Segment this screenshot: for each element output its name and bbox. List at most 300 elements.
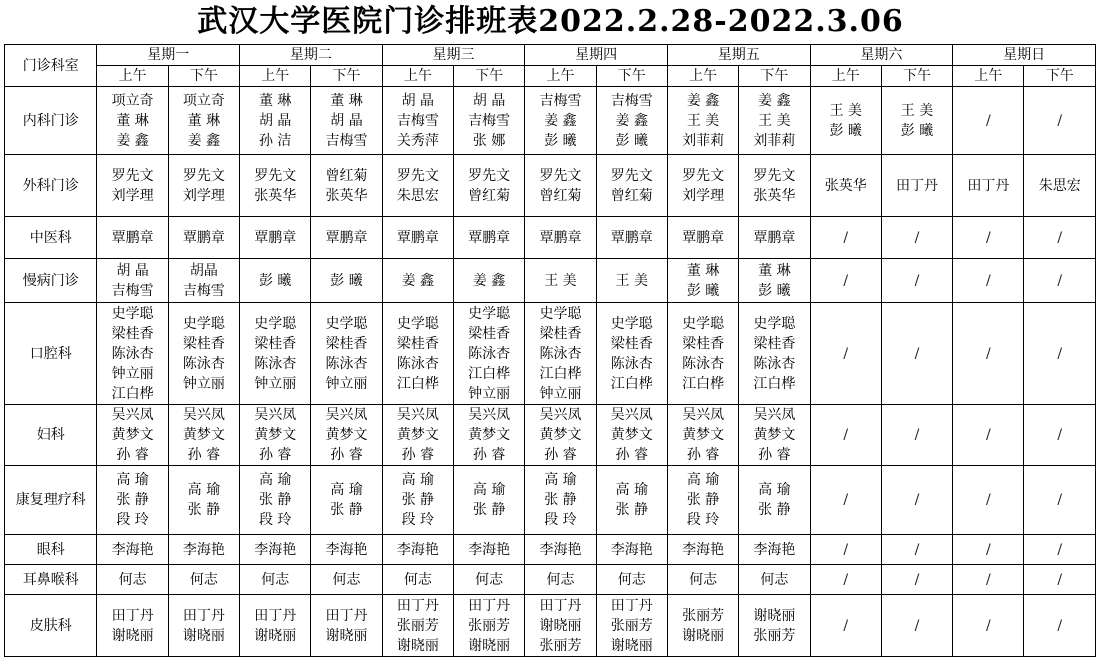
schedule-cell (810, 217, 881, 259)
doctor-name: 彭 曦 (615, 132, 648, 149)
schedule-cell (667, 217, 738, 259)
doctor-name: 谢晓丽 (254, 627, 297, 644)
empty-slot-mark: / (985, 229, 991, 246)
doctor-name: 黄梦文 (468, 427, 511, 443)
doctor-name: 张英华 (254, 187, 297, 204)
schedule-cell (453, 466, 524, 535)
schedule-cell (382, 565, 453, 595)
schedule-cell (240, 303, 311, 405)
schedule-cell (240, 565, 311, 595)
schedule-cell (311, 565, 382, 595)
empty-slot-mark: / (914, 345, 920, 362)
doctor-name: 张英华 (753, 187, 796, 204)
morning-header: 上午 (667, 66, 738, 87)
doctor-name: 黄梦文 (682, 427, 725, 443)
doctor-name: 李海艳 (325, 541, 368, 558)
day-header: 星期日 (953, 45, 1096, 66)
department-name: 妇科 (5, 405, 97, 466)
doctor-name: 何志 (689, 571, 718, 588)
schedule-cell (810, 259, 881, 303)
schedule-cell (810, 535, 881, 565)
doctor-name: 孙 睿 (544, 447, 577, 463)
empty-slot-mark: / (914, 272, 920, 289)
doctor-name: 董 琳 (187, 112, 221, 129)
schedule-cell (525, 87, 596, 155)
schedule-cell (97, 565, 168, 595)
doctor-name: 谢晓丽 (682, 627, 725, 644)
doctor-name: 黄梦文 (610, 427, 653, 443)
afternoon-header: 下午 (311, 66, 382, 87)
doctor-name: 张丽芳 (753, 627, 796, 644)
doctor-name: 朱思宏 (1038, 177, 1081, 194)
schedule-cell (168, 535, 239, 565)
doctor-name: 黄梦文 (111, 427, 154, 443)
schedule-cell (1024, 217, 1096, 259)
schedule-cell (525, 217, 596, 259)
doctor-name: 孙 睿 (401, 447, 435, 463)
doctor-name: 曾红菊 (325, 167, 368, 184)
doctor-name: 何志 (475, 571, 504, 588)
department-name: 眼科 (5, 535, 97, 565)
schedule-cell (667, 303, 738, 405)
schedule-cell (881, 155, 952, 217)
doctor-name: 彭 曦 (900, 122, 934, 139)
doctor-name: 何志 (189, 571, 218, 588)
morning-header: 上午 (525, 66, 596, 87)
schedule-cell (596, 565, 667, 595)
doctor-name: 吉梅雪 (610, 92, 653, 109)
department-row (5, 155, 1096, 217)
doctor-name: 田丁丹 (396, 597, 439, 614)
doctor-name: 罗先文 (468, 167, 511, 184)
schedule-cell (453, 535, 524, 565)
doctor-name: 高 瑜 (401, 472, 435, 488)
doctor-name: 田丁丹 (182, 607, 225, 624)
day-header: 星期一 (97, 45, 240, 66)
doctor-name: 何志 (403, 571, 432, 588)
doctor-name: 张英华 (824, 177, 867, 194)
empty-slot-mark: / (1057, 492, 1063, 508)
doctor-name: 张丽芳 (682, 607, 725, 624)
schedule-cell (168, 217, 239, 259)
schedule-body (5, 45, 1096, 657)
doctor-name: 项立奇 (182, 92, 225, 109)
doctor-name: 高 瑜 (187, 482, 221, 498)
schedule-cell (596, 217, 667, 259)
day-header: 星期三 (382, 45, 525, 66)
doctor-name: 姜 鑫 (472, 272, 506, 289)
doctor-name: 张 静 (472, 502, 506, 518)
schedule-cell (453, 303, 524, 405)
doctor-name: 段 玲 (401, 512, 435, 528)
schedule-cell (453, 595, 524, 657)
day-header: 星期四 (525, 45, 668, 66)
doctor-name: 高 瑜 (330, 482, 363, 498)
doctor-name: 胡 晶 (330, 112, 363, 129)
empty-slot-mark: / (843, 345, 849, 362)
doctor-name: 姜 鑫 (615, 112, 648, 129)
schedule-cell (596, 535, 667, 565)
morning-header: 上午 (953, 66, 1024, 87)
doctor-name: 孙 睿 (472, 447, 506, 463)
doctor-name: 曾红菊 (610, 187, 653, 204)
doctor-name: 王 美 (900, 102, 934, 119)
schedule-cell (739, 405, 810, 466)
doctor-name: 覃鹏章 (753, 229, 796, 246)
schedule-cell (953, 87, 1024, 155)
doctor-name: 陈泳杏 (610, 355, 653, 372)
empty-slot-mark: / (843, 617, 849, 634)
doctor-name: 钟立丽 (111, 365, 154, 382)
schedule-cell (240, 217, 311, 259)
department-row (5, 466, 1096, 535)
schedule-cell (1024, 595, 1096, 657)
doctor-name: 谢晓丽 (468, 637, 511, 654)
doctor-name: 孙 睿 (615, 447, 648, 463)
doctor-name: 谢晓丽 (182, 627, 225, 644)
doctor-name: 梁桂香 (325, 335, 368, 352)
schedule-cell (739, 155, 810, 217)
doctor-name: 李海艳 (254, 541, 297, 558)
empty-slot-mark: / (1057, 541, 1063, 558)
doctor-name: 姜 鑫 (686, 92, 720, 109)
afternoon-header: 下午 (881, 66, 952, 87)
schedule-table (4, 44, 1096, 657)
schedule-cell (596, 303, 667, 405)
schedule-cell (1024, 87, 1096, 155)
doctor-name: 李海艳 (111, 541, 154, 558)
afternoon-header: 下午 (739, 66, 810, 87)
schedule-cell (525, 259, 596, 303)
schedule-cell (1024, 466, 1096, 535)
doctor-name: 李海艳 (753, 541, 796, 558)
doctor-name: 梁桂香 (539, 325, 582, 342)
department-row (5, 303, 1096, 405)
schedule-cell (667, 405, 738, 466)
schedule-cell (240, 259, 311, 303)
doctor-name: 史学聪 (111, 305, 154, 322)
schedule-cell (525, 405, 596, 466)
doctor-name: 谢晓丽 (111, 627, 154, 644)
empty-slot-mark: / (1057, 427, 1063, 443)
doctor-name: 何志 (261, 571, 290, 588)
schedule-cell (810, 87, 881, 155)
schedule-cell (168, 155, 239, 217)
empty-slot-mark: / (843, 571, 849, 588)
schedule-cell (953, 405, 1024, 466)
doctor-name: 吴兴凤 (468, 407, 511, 423)
empty-slot-mark: / (843, 229, 849, 246)
schedule-cell (97, 259, 168, 303)
schedule-cell (311, 466, 382, 535)
doctor-name: 高 瑜 (544, 472, 577, 488)
afternoon-header: 下午 (596, 66, 667, 87)
doctor-name: 李海艳 (182, 541, 225, 558)
schedule-cell (667, 595, 738, 657)
doctor-name: 李海艳 (468, 541, 511, 558)
doctor-name: 彭 曦 (544, 132, 577, 149)
doctor-name: 江白桦 (753, 375, 796, 392)
doctor-name: 江白桦 (111, 385, 154, 402)
schedule-cell (525, 303, 596, 405)
schedule-cell (97, 87, 168, 155)
doctor-name: 李海艳 (682, 541, 725, 558)
doctor-name: 刘学理 (682, 187, 725, 204)
schedule-cell (525, 595, 596, 657)
doctor-name: 罗先文 (539, 167, 582, 184)
schedule-cell (168, 595, 239, 657)
schedule-cell (382, 259, 453, 303)
empty-slot-mark: / (1057, 571, 1063, 588)
doctor-name: 孙 睿 (758, 447, 791, 463)
schedule-cell (596, 259, 667, 303)
doctor-name: 钟立丽 (325, 375, 368, 392)
afternoon-header: 下午 (168, 66, 239, 87)
schedule-cell (1024, 259, 1096, 303)
department-row (5, 259, 1096, 303)
doctor-name: 段 玲 (116, 512, 149, 528)
doctor-name: 张丽芳 (610, 617, 653, 634)
empty-slot-mark: / (914, 492, 920, 508)
doctor-name: 江白桦 (610, 375, 653, 392)
schedule-cell (168, 259, 239, 303)
doctor-name: 田丁丹 (468, 597, 511, 614)
schedule-cell (810, 595, 881, 657)
schedule-cell (240, 466, 311, 535)
doctor-name: 张丽芳 (539, 637, 582, 654)
schedule-cell (311, 155, 382, 217)
doctor-name: 刘菲莉 (753, 132, 796, 149)
empty-slot-mark: / (914, 617, 920, 634)
doctor-name: 史学聪 (254, 315, 297, 332)
schedule-cell (881, 565, 952, 595)
doctor-name: 钟立丽 (254, 375, 297, 392)
doctor-name: 陈泳杏 (182, 355, 225, 372)
doctor-name: 谢晓丽 (753, 607, 796, 624)
schedule-cell (596, 155, 667, 217)
schedule-cell (97, 535, 168, 565)
doctor-name: 史学聪 (468, 305, 511, 322)
schedule-cell (667, 259, 738, 303)
doctor-name: 何志 (118, 571, 147, 588)
doctor-name: 高 瑜 (472, 482, 506, 498)
schedule-cell (97, 466, 168, 535)
schedule-cell (739, 259, 810, 303)
doctor-name: 胡 晶 (472, 92, 506, 109)
doctor-name: 黄梦文 (182, 427, 225, 443)
schedule-cell (382, 303, 453, 405)
doctor-name: 史学聪 (325, 315, 368, 332)
doctor-name: 孙 洁 (258, 132, 292, 149)
doctor-name: 覃鹏章 (182, 229, 225, 246)
doctor-name: 张 静 (686, 492, 720, 508)
schedule-cell (97, 405, 168, 466)
doctor-name: 黄梦文 (396, 427, 439, 443)
doctor-name: 曾红菊 (468, 187, 511, 204)
schedule-cell (810, 303, 881, 405)
doctor-name: 江白桦 (539, 365, 582, 382)
schedule-cell (311, 303, 382, 405)
doctor-name: 谢晓丽 (396, 637, 439, 654)
schedule-cell (453, 87, 524, 155)
morning-header: 上午 (240, 66, 311, 87)
doctor-name: 张 娜 (472, 132, 506, 149)
doctor-name: 吉梅雪 (325, 132, 368, 149)
schedule-cell (739, 303, 810, 405)
schedule-cell (382, 87, 453, 155)
doctor-name: 覃鹏章 (111, 229, 154, 246)
schedule-cell (881, 303, 952, 405)
empty-slot-mark: / (985, 272, 991, 289)
empty-slot-mark: / (1057, 229, 1063, 246)
doctor-name: 黄梦文 (254, 427, 297, 443)
department-row (5, 405, 1096, 466)
doctor-name: 吴兴凤 (325, 407, 368, 423)
empty-slot-mark: / (1057, 345, 1063, 362)
department-name: 慢病门诊 (5, 259, 97, 303)
empty-slot-mark: / (914, 571, 920, 588)
schedule-cell (168, 565, 239, 595)
doctor-name: 梁桂香 (396, 335, 439, 352)
schedule-cell (311, 595, 382, 657)
doctor-name: 张 静 (116, 492, 149, 508)
schedule-cell (382, 595, 453, 657)
doctor-name: 孙 睿 (187, 447, 221, 463)
doctor-name: 张 静 (330, 502, 363, 518)
doctor-name: 钟立丽 (468, 385, 511, 402)
schedule-cell (525, 535, 596, 565)
day-header: 星期五 (667, 45, 810, 66)
doctor-name: 张 静 (544, 492, 577, 508)
doctor-name: 高 瑜 (615, 482, 648, 498)
empty-slot-mark: / (985, 427, 991, 443)
doctor-name: 罗先文 (682, 167, 725, 184)
doctor-name: 王 美 (829, 102, 862, 119)
doctor-name: 吴兴凤 (396, 407, 439, 423)
doctor-name: 刘菲莉 (682, 132, 725, 149)
schedule-cell (739, 87, 810, 155)
doctor-name: 何志 (546, 571, 575, 588)
afternoon-header: 下午 (453, 66, 524, 87)
doctor-name: 史学聪 (682, 315, 725, 332)
doctor-name: 彭 曦 (758, 282, 791, 299)
department-row (5, 595, 1096, 657)
doctor-name: 田丁丹 (111, 607, 154, 624)
doctor-name: 陈泳杏 (682, 355, 725, 372)
doctor-name: 罗先文 (753, 167, 796, 184)
doctor-name: 姜 鑫 (116, 132, 149, 149)
doctor-name: 田丁丹 (539, 597, 582, 614)
schedule-cell (382, 535, 453, 565)
schedule-cell (240, 155, 311, 217)
doctor-name: 覃鹏章 (682, 229, 725, 246)
doctor-name: 关秀萍 (396, 132, 439, 149)
schedule-cell (667, 155, 738, 217)
doctor-name: 覃鹏章 (254, 229, 297, 246)
doctor-name: 刘学理 (111, 187, 154, 204)
empty-slot-mark: / (1057, 272, 1063, 289)
doctor-name: 史学聪 (610, 315, 653, 332)
schedule-cell (881, 217, 952, 259)
empty-slot-mark: / (843, 541, 849, 558)
empty-slot-mark: / (985, 492, 991, 508)
doctor-name: 吴兴凤 (610, 407, 653, 423)
schedule-cell (1024, 303, 1096, 405)
doctor-name: 姜 鑫 (187, 132, 221, 149)
doctor-name: 钟立丽 (539, 385, 582, 402)
schedule-cell (881, 405, 952, 466)
doctor-name: 江白桦 (396, 375, 439, 392)
doctor-name: 高 瑜 (116, 472, 149, 488)
afternoon-header: 下午 (1024, 66, 1096, 87)
doctor-name: 罗先文 (254, 167, 297, 184)
schedule-cell (311, 87, 382, 155)
schedule-cell (525, 565, 596, 595)
doctor-name: 江白桦 (682, 375, 725, 392)
schedule-cell (667, 87, 738, 155)
doctor-name: 姜 鑫 (544, 112, 577, 129)
schedule-cell (168, 87, 239, 155)
doctor-name: 梁桂香 (254, 335, 297, 352)
schedule-cell (97, 155, 168, 217)
doctor-name: 何志 (760, 571, 789, 588)
doctor-name: 梁桂香 (111, 325, 154, 342)
doctor-name: 覃鹏章 (610, 229, 653, 246)
doctor-name: 李海艳 (610, 541, 653, 558)
doctor-name: 吴兴凤 (254, 407, 297, 423)
schedule-cell (953, 303, 1024, 405)
department-name: 皮肤科 (5, 595, 97, 657)
schedule-cell (311, 259, 382, 303)
corner-header: 门诊科室 (5, 45, 97, 87)
doctor-name: 胡晶 (189, 262, 218, 279)
schedule-cell (168, 405, 239, 466)
doctor-name: 陈泳杏 (254, 355, 297, 372)
doctor-name: 陈泳杏 (111, 345, 154, 362)
doctor-name: 王 美 (544, 272, 577, 289)
doctor-name: 史学聪 (539, 305, 582, 322)
doctor-name: 覃鹏章 (325, 229, 368, 246)
doctor-name: 罗先文 (396, 167, 439, 184)
schedule-cell (667, 565, 738, 595)
department-row (5, 87, 1096, 155)
doctor-name: 张 静 (615, 502, 648, 518)
doctor-name: 罗先文 (182, 167, 225, 184)
doctor-name: 孙 睿 (258, 447, 292, 463)
schedule-cell (739, 595, 810, 657)
department-name: 外科门诊 (5, 155, 97, 217)
doctor-name: 项立奇 (111, 92, 154, 109)
department-name: 耳鼻喉科 (5, 565, 97, 595)
schedule-cell (1024, 405, 1096, 466)
schedule-cell (953, 535, 1024, 565)
doctor-name: 梁桂香 (753, 335, 796, 352)
schedule-cell (240, 405, 311, 466)
schedule-cell (953, 217, 1024, 259)
empty-slot-mark: / (914, 427, 920, 443)
doctor-name: 田丁丹 (254, 607, 297, 624)
schedule-cell (881, 259, 952, 303)
doctor-name: 张丽芳 (396, 617, 439, 634)
schedule-cell (667, 466, 738, 535)
doctor-name: 覃鹏章 (396, 229, 439, 246)
doctor-name: 江白桦 (468, 365, 511, 382)
doctor-name: 梁桂香 (468, 325, 511, 342)
schedule-cell (168, 303, 239, 405)
doctor-name: 吴兴凤 (753, 407, 796, 423)
doctor-name: 姜 鑫 (401, 272, 435, 289)
empty-slot-mark: / (843, 492, 849, 508)
